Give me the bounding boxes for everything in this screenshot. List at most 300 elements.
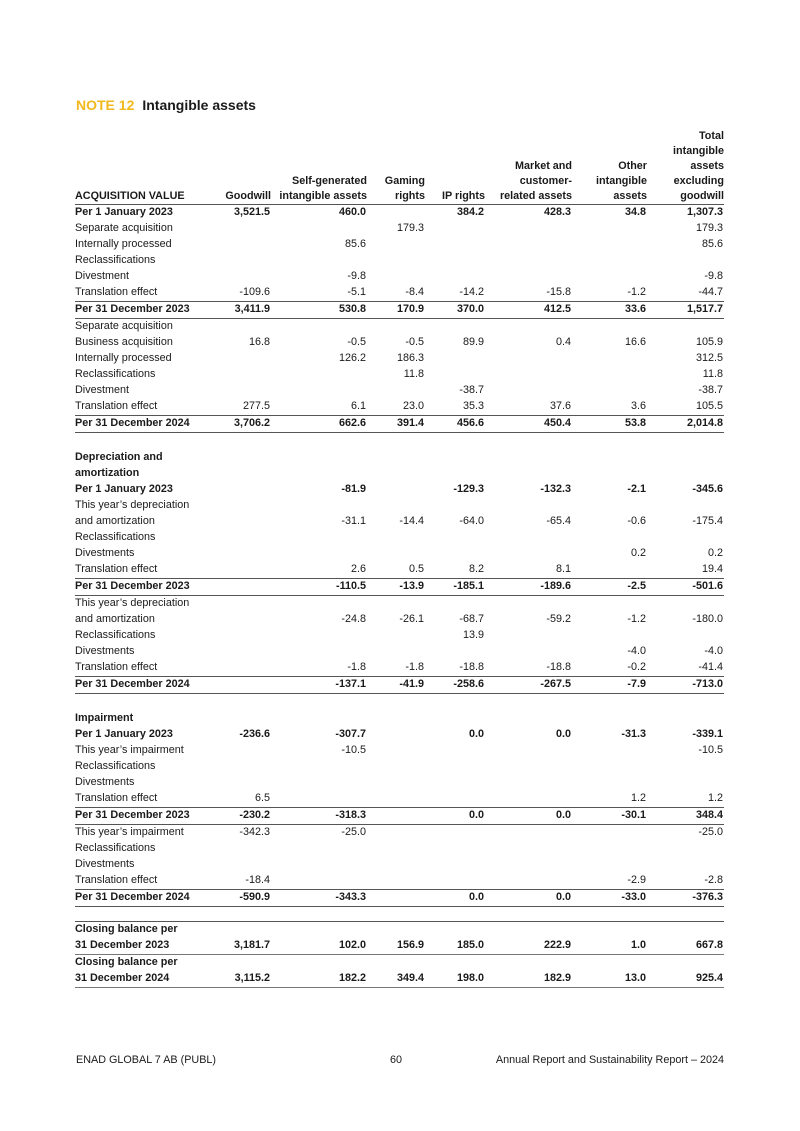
- table-row: [75, 628, 724, 644]
- table-cell: [367, 711, 425, 727]
- table-row: [75, 367, 724, 383]
- table-cell: [367, 205, 425, 222]
- row-label: Translation effect: [75, 792, 158, 804]
- table-cell: [367, 644, 425, 660]
- table-cell: [367, 791, 425, 808]
- table-cell: [572, 383, 647, 399]
- table-cell: 11.8: [702, 368, 723, 380]
- row-label: Translation effect: [75, 874, 158, 886]
- table-cell: -38.7: [698, 384, 723, 396]
- row-label: Internally processed: [75, 352, 172, 364]
- table-cell: [271, 644, 367, 660]
- table-cell: 0.0: [425, 890, 485, 907]
- table-cell: -109.6: [239, 286, 270, 298]
- table-cell: [572, 759, 647, 775]
- table-cell: [425, 546, 485, 562]
- table-cell: -376.3: [647, 890, 724, 907]
- section-divider: [75, 907, 724, 922]
- table-cell: -33.0: [572, 890, 647, 907]
- table-cell: 182.2: [271, 971, 367, 988]
- total-row: [75, 677, 724, 694]
- row-label: Divestments: [75, 645, 135, 657]
- row-label: Divestments: [75, 547, 135, 559]
- table-cell: -590.9: [213, 890, 271, 907]
- table-cell: [213, 841, 271, 857]
- table-cell: 0.5: [408, 563, 424, 575]
- table-cell: -230.2: [213, 808, 271, 825]
- table-cell: [485, 711, 572, 727]
- table-cell: [425, 596, 485, 613]
- table-cell: -18.4: [245, 874, 270, 886]
- table-cell: [425, 825, 485, 842]
- table-cell: 1,307.3: [686, 206, 723, 218]
- table-cell: -0.5: [405, 336, 424, 348]
- table-cell: [213, 466, 271, 482]
- table-cell: -26.1: [399, 613, 424, 625]
- table-cell: [425, 743, 485, 759]
- table-cell: 1.2: [630, 792, 646, 804]
- footer-company: ENAD GLOBAL 7 AB (PUBL): [76, 1054, 217, 1066]
- table-cell: [213, 743, 271, 759]
- table-cell: 0.4: [555, 336, 571, 348]
- row-label: Separate acquisition: [75, 222, 173, 234]
- row-label: Translation effect: [75, 400, 158, 412]
- table-cell: [271, 759, 367, 775]
- table-cell: [213, 383, 271, 399]
- table-cell: [485, 466, 572, 482]
- table-row: [75, 743, 724, 759]
- table-cell: [485, 546, 572, 562]
- table-cell: [572, 466, 647, 482]
- table-cell: [213, 579, 271, 596]
- table-cell: [271, 775, 367, 791]
- table-cell: 35.3: [462, 400, 484, 412]
- table-cell: [271, 922, 367, 939]
- table-cell: [367, 890, 425, 907]
- table-row: [75, 319, 724, 336]
- table-cell: -236.6: [239, 728, 270, 740]
- table-cell: [425, 644, 485, 660]
- table-cell: -258.6: [425, 677, 485, 694]
- row-label: Impairment: [75, 712, 134, 724]
- table-cell: [271, 873, 367, 890]
- table-row: [75, 825, 724, 842]
- table-row: [75, 971, 724, 988]
- table-cell: [271, 367, 367, 383]
- table-cell: [425, 791, 485, 808]
- table-cell: [647, 498, 724, 514]
- table-cell: -14.2: [459, 286, 484, 298]
- table-cell: [485, 450, 572, 466]
- table-row: [75, 335, 724, 351]
- table-cell: [485, 383, 572, 399]
- table-cell: 662.6: [271, 416, 367, 433]
- table-cell: [271, 450, 367, 466]
- section-spacer: [75, 433, 724, 451]
- table-cell: 6.5: [254, 792, 270, 804]
- table-cell: [647, 922, 724, 939]
- table-cell: [367, 253, 425, 269]
- table-row: [75, 922, 724, 939]
- table-cell: -18.8: [546, 661, 571, 673]
- table-cell: 8.1: [555, 563, 571, 575]
- table-row: [75, 955, 724, 972]
- table-cell: 2.6: [350, 563, 366, 575]
- column-header: Goodwill: [225, 190, 271, 202]
- footer-page-number: 60: [390, 1054, 403, 1066]
- table-cell: [425, 955, 485, 972]
- table-cell: 186.3: [396, 352, 424, 364]
- table-cell: -339.1: [692, 728, 723, 740]
- table-cell: [485, 237, 572, 253]
- table-cell: -2.5: [572, 579, 647, 596]
- table-cell: [271, 711, 367, 727]
- table-cell: [213, 221, 271, 237]
- table-cell: [213, 644, 271, 660]
- table-cell: [213, 237, 271, 253]
- table-cell: 182.9: [485, 971, 572, 988]
- table-cell: [485, 775, 572, 791]
- table-cell: 530.8: [271, 302, 367, 319]
- table-cell: [572, 498, 647, 514]
- table-cell: 3.6: [630, 400, 646, 412]
- table-cell: [425, 711, 485, 727]
- table-cell: -10.5: [341, 744, 366, 756]
- table-row: [75, 857, 724, 873]
- row-label: Per 1 January 2023: [75, 483, 173, 495]
- table-cell: [647, 466, 724, 482]
- table-cell: -1.8: [405, 661, 424, 673]
- row-label: amortization: [75, 467, 140, 479]
- table-cell: [213, 482, 271, 498]
- table-cell: 0.2: [630, 547, 646, 559]
- table-cell: [485, 825, 572, 842]
- row-label: This year’s depreciation: [75, 499, 190, 511]
- table-cell: [485, 530, 572, 546]
- table-cell: -343.3: [271, 890, 367, 907]
- row-label: Per 31 December 2023: [75, 808, 213, 825]
- total-row: [75, 302, 724, 319]
- table-cell: 0.0: [485, 808, 572, 825]
- table-cell: [572, 955, 647, 972]
- row-label: Internally processed: [75, 238, 172, 250]
- table-cell: [425, 530, 485, 546]
- table-cell: [425, 253, 485, 269]
- table-row: [75, 841, 724, 857]
- table-cell: 456.6: [425, 416, 485, 433]
- table-cell: [271, 498, 367, 514]
- table-row: [75, 791, 724, 808]
- table-row: [75, 482, 724, 498]
- table-cell: [425, 873, 485, 890]
- row-label: Divestments: [75, 858, 135, 870]
- total-row: [75, 416, 724, 433]
- table-cell: [213, 857, 271, 873]
- table-cell: 667.8: [647, 938, 724, 955]
- table-cell: [271, 546, 367, 562]
- table-cell: [367, 825, 425, 842]
- table-cell: [271, 628, 367, 644]
- table-cell: 428.3: [543, 206, 571, 218]
- table-cell: [485, 922, 572, 939]
- table-cell: [485, 351, 572, 367]
- table-cell: [647, 450, 724, 466]
- table-cell: [485, 955, 572, 972]
- total-row: [75, 808, 724, 825]
- table-cell: [425, 221, 485, 237]
- table-cell: [213, 351, 271, 367]
- table-row: [75, 466, 724, 482]
- table-cell: [647, 775, 724, 791]
- table-cell: [367, 727, 425, 743]
- table-cell: [485, 367, 572, 383]
- table-cell: [485, 596, 572, 613]
- row-label: Reclassifications: [75, 531, 156, 543]
- table-cell: [367, 546, 425, 562]
- table-cell: [647, 628, 724, 644]
- row-label: Per 31 December 2023: [75, 302, 213, 319]
- row-label: Reclassifications: [75, 629, 156, 641]
- table-cell: -137.1: [271, 677, 367, 694]
- table-row: [75, 269, 724, 285]
- row-label: Reclassifications: [75, 254, 156, 266]
- table-cell: [213, 759, 271, 775]
- column-header: Total intangible assets excluding goodwill: [673, 130, 724, 202]
- table-cell: [213, 612, 271, 628]
- table-cell: 13.0: [572, 971, 647, 988]
- table-cell: [572, 628, 647, 644]
- row-label: Depreciation and: [75, 451, 163, 463]
- table-cell: [213, 660, 271, 677]
- table-cell: -318.3: [271, 808, 367, 825]
- table-cell: 384.2: [456, 206, 484, 218]
- column-header: Self-generated intangible assets: [279, 175, 367, 202]
- table-row: [75, 285, 724, 302]
- table-cell: -185.1: [425, 579, 485, 596]
- table-row: [75, 727, 724, 743]
- table-cell: 34.8: [624, 206, 646, 218]
- table-cell: 1.0: [572, 938, 647, 955]
- table-cell: [425, 237, 485, 253]
- table-cell: 16.8: [248, 336, 270, 348]
- table-cell: -110.5: [271, 579, 367, 596]
- table-cell: -5.1: [347, 286, 366, 298]
- table-cell: -10.5: [698, 744, 723, 756]
- table-cell: [213, 596, 271, 613]
- table-row: [75, 399, 724, 416]
- table-cell: [213, 955, 271, 972]
- table-cell: [367, 955, 425, 972]
- table-cell: -9.8: [347, 270, 366, 282]
- table-cell: [572, 775, 647, 791]
- table-cell: [213, 922, 271, 939]
- table-cell: -0.2: [627, 661, 646, 673]
- table-cell: [367, 319, 425, 336]
- table-cell: 0.2: [707, 547, 723, 559]
- table-cell: [367, 530, 425, 546]
- table-row: [75, 351, 724, 367]
- table-cell: [213, 546, 271, 562]
- table-row: [75, 514, 724, 530]
- table-cell: 391.4: [367, 416, 425, 433]
- table-cell: [485, 498, 572, 514]
- table-cell: [367, 237, 425, 253]
- table-cell: [271, 791, 367, 808]
- table-row: [75, 237, 724, 253]
- table-cell: [271, 841, 367, 857]
- table-cell: 85.6: [344, 238, 366, 250]
- table-cell: 33.6: [572, 302, 647, 319]
- row-label: Divestment: [75, 384, 130, 396]
- table-cell: [647, 759, 724, 775]
- row-label: 31 December 2023: [75, 938, 213, 955]
- table-cell: [425, 319, 485, 336]
- table-cell: [485, 269, 572, 285]
- table-cell: -8.4: [405, 286, 424, 298]
- table-cell: 11.8: [403, 368, 424, 380]
- table-cell: [485, 628, 572, 644]
- table-cell: [213, 530, 271, 546]
- table-cell: [647, 530, 724, 546]
- table-cell: [213, 319, 271, 336]
- table-cell: [425, 367, 485, 383]
- table-cell: -342.3: [239, 826, 270, 838]
- table-cell: -68.7: [459, 613, 484, 625]
- table-cell: 185.0: [425, 938, 485, 955]
- table-cell: 105.5: [695, 400, 723, 412]
- table-cell: -1.2: [627, 286, 646, 298]
- table-cell: 6.1: [350, 400, 366, 412]
- table-cell: 23.0: [402, 400, 424, 412]
- table-cell: [485, 841, 572, 857]
- table-cell: [367, 841, 425, 857]
- table-cell: 3,706.2: [213, 416, 271, 433]
- column-header: Other intangible assets: [596, 160, 647, 202]
- table-cell: -25.0: [341, 826, 366, 838]
- table-cell: [271, 955, 367, 972]
- table-cell: 3,521.5: [233, 206, 270, 218]
- table-cell: [271, 596, 367, 613]
- table-cell: [647, 596, 724, 613]
- table-cell: 0.0: [485, 890, 572, 907]
- table-cell: 8.2: [468, 563, 484, 575]
- table-row: [75, 873, 724, 890]
- table-cell: [425, 857, 485, 873]
- table-row: [75, 596, 724, 613]
- row-label: Per 1 January 2023: [75, 206, 173, 218]
- table-cell: [572, 825, 647, 842]
- table-cell: -59.2: [546, 613, 571, 625]
- table-cell: -501.6: [647, 579, 724, 596]
- table-cell: [572, 269, 647, 285]
- table-cell: [367, 596, 425, 613]
- row-label: Business acquisition: [75, 336, 173, 348]
- table-cell: -9.8: [704, 270, 723, 282]
- table-cell: [572, 922, 647, 939]
- table-cell: -267.5: [485, 677, 572, 694]
- row-label: This year’s depreciation: [75, 597, 190, 609]
- table-cell: 179.3: [695, 222, 723, 234]
- row-label: and amortization: [75, 515, 155, 527]
- table-row: [75, 562, 724, 579]
- table-cell: [485, 319, 572, 336]
- row-label: Reclassifications: [75, 760, 156, 772]
- table-cell: [367, 383, 425, 399]
- table-row: [75, 205, 724, 222]
- table-row: [75, 383, 724, 399]
- table-cell: [213, 628, 271, 644]
- table-cell: [425, 466, 485, 482]
- table-header-row: [75, 128, 724, 205]
- table-cell: [425, 841, 485, 857]
- table-cell: [572, 367, 647, 383]
- table-row: [75, 612, 724, 628]
- table-row: [75, 253, 724, 269]
- table-cell: [485, 873, 572, 890]
- table-cell: [572, 596, 647, 613]
- table-cell: [367, 922, 425, 939]
- table-cell: -307.7: [335, 728, 366, 740]
- table-cell: [213, 253, 271, 269]
- table-cell: 277.5: [242, 400, 270, 412]
- table-cell: 89.9: [462, 336, 484, 348]
- table-cell: 370.0: [425, 302, 485, 319]
- row-label: 31 December 2024: [75, 971, 213, 988]
- table-cell: 0.0: [555, 728, 571, 740]
- table-row: [75, 498, 724, 514]
- table-cell: -0.5: [347, 336, 366, 348]
- table-cell: [572, 841, 647, 857]
- table-cell: 3,115.2: [213, 971, 271, 988]
- table-cell: -1.2: [627, 613, 646, 625]
- table-cell: 349.4: [367, 971, 425, 988]
- table-cell: [572, 711, 647, 727]
- table-row: [75, 775, 724, 791]
- table-cell: [572, 530, 647, 546]
- table-cell: -30.1: [572, 808, 647, 825]
- intangible-assets-table: [75, 128, 724, 988]
- table-row: [75, 450, 724, 466]
- table-cell: -31.3: [621, 728, 646, 740]
- table-cell: 1,517.7: [647, 302, 724, 319]
- table-cell: [271, 383, 367, 399]
- table-cell: [213, 677, 271, 694]
- table-cell: [213, 269, 271, 285]
- table-cell: [271, 319, 367, 336]
- table-cell: 412.5: [485, 302, 572, 319]
- table-cell: -44.7: [698, 286, 723, 298]
- table-cell: -15.8: [546, 286, 571, 298]
- note-number: NOTE 12: [76, 97, 135, 113]
- table-cell: 126.2: [338, 352, 366, 364]
- table-cell: [425, 759, 485, 775]
- table-cell: [425, 775, 485, 791]
- table-cell: -2.1: [627, 483, 646, 495]
- table-cell: 53.8: [572, 416, 647, 433]
- table-cell: [213, 562, 271, 579]
- table-cell: 105.9: [695, 336, 723, 348]
- table-cell: [647, 253, 724, 269]
- table-cell: 3,411.9: [213, 302, 271, 319]
- column-header: IP rights: [442, 190, 485, 202]
- table-cell: [213, 514, 271, 530]
- table-cell: -2.8: [704, 874, 723, 886]
- footer-report-title: Annual Report and Sustainability Report – 2024: [495, 1054, 724, 1066]
- table-cell: 37.6: [549, 400, 571, 412]
- table-cell: [271, 857, 367, 873]
- table-cell: -24.8: [341, 613, 366, 625]
- total-row: [75, 890, 724, 907]
